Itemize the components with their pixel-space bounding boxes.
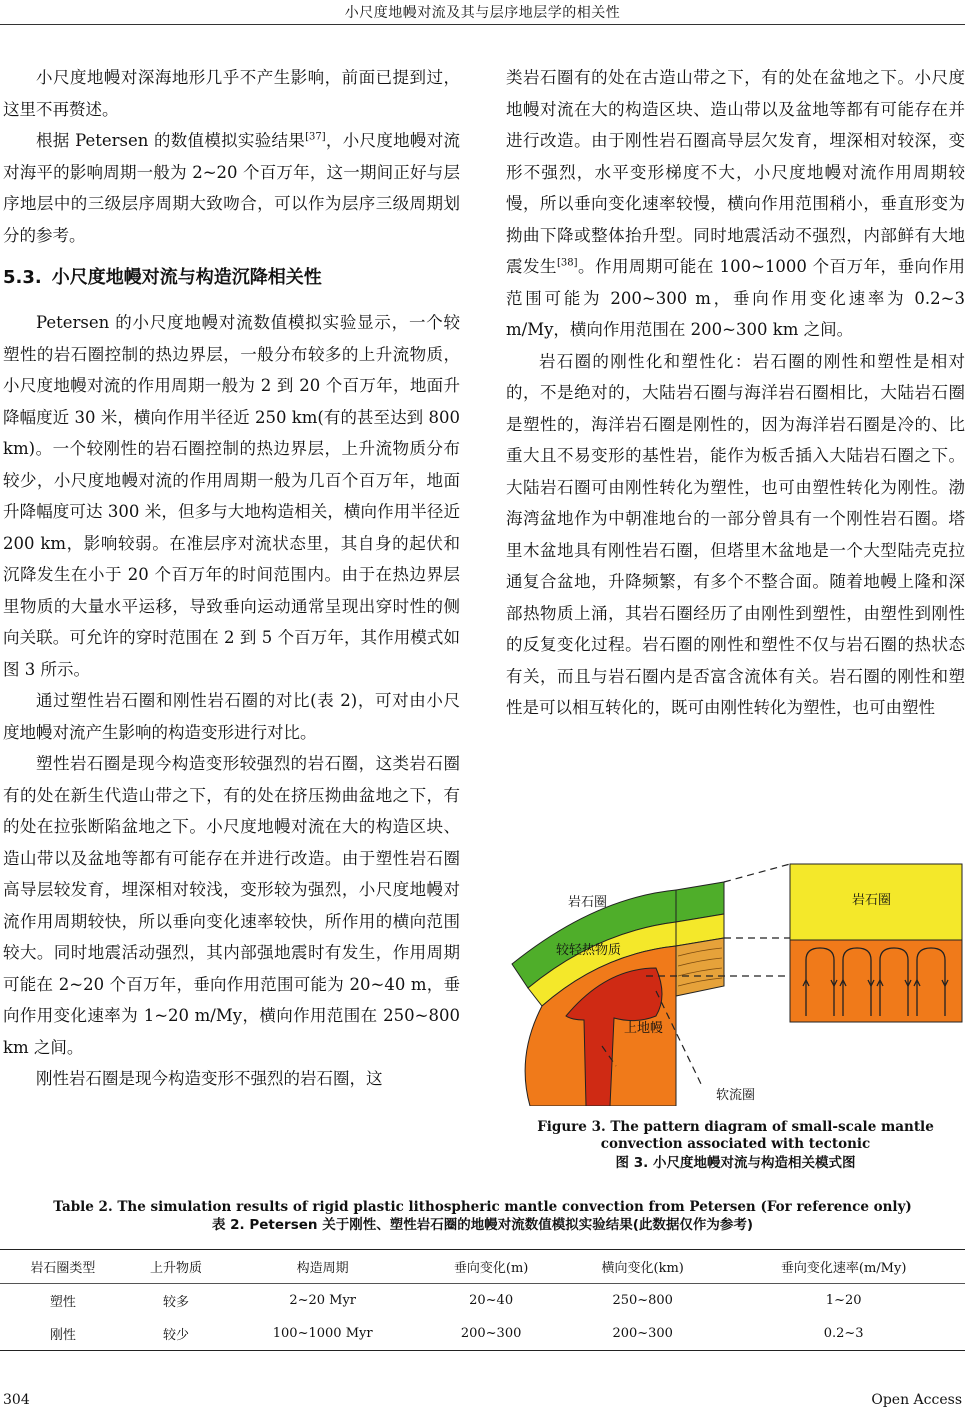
label-asthenosphere: 软流圈 [716, 1088, 756, 1103]
label-lithosphere-right: 岩石圈 [852, 893, 892, 908]
paragraph [506, 62, 965, 346]
label-lithosphere-left: 岩石圈 [568, 895, 608, 910]
table-cell: 2~20 Myr [289, 1293, 357, 1308]
citation-ref[interactable]: [38] [556, 257, 578, 269]
table-caption-en: Table 2. The simulation results of rigid plastic lithospheric mantle convection from Petersen (For reference only) [53, 1199, 912, 1215]
publisher-label: Open Access [871, 1392, 962, 1408]
header-rule [0, 24, 965, 25]
section-number: 5.3. [3, 267, 42, 288]
paragraph-text: 。作用周期可能在 100~1000 个百万年，垂向作用范围可能为 200~300 m，垂向作用变化速率为 0.2~3 m/My，横向作用范围在 200~300 km 之间。 [506, 257, 965, 339]
paragraph [3, 125, 460, 251]
results-table [0, 1249, 965, 1351]
section-heading [3, 265, 460, 291]
table-header-cell: 垂向变化速率(m/My) [780, 1261, 907, 1276]
paragraph: 塑性岩石圈是现今构造变形较强烈的岩石圈，这类岩石圈有的处在新生代造山带之下，有的处在挤压拗曲盆地之下，有的处在拉张断陷盆地之下。小尺度地幔对流在大的构造区块、造山带以及盆地等都有可能存在并进行改造。由于塑性岩石圈高导层较发育，埋深相对较浅，变形较为强烈，小尺度地幔对流作用周期较快，所以垂向变化速率较快，所作用的横向范围较大。同时地震活动强烈，其内部强地震时有发生，作用周期可能在 2~20 个百万年，垂向作用范围可能为 20~40 m，垂向作用变化速率为 1~20 m/My，横向作用范围在 250~800 km 之间。 [3, 754, 460, 1057]
table-header-row [0, 1250, 965, 1284]
table-caption-cn: 表 2. Petersen 关于刚性、塑性岩石圈的地幔对流数值模拟实验结果(此数据仅作为参考) [211, 1217, 754, 1233]
paragraph: 通过塑性岩石圈和刚性岩石圈的对比(表 2)，可对由小尺度地幔对流产生影响的构造变形进行对比。 [3, 691, 460, 742]
table-cell: 塑性 [49, 1295, 76, 1310]
paragraph-text: ，小尺度地幔对流对海平的影响周期一般为 2~20 个百万年，这一期间正好与层序地层中的三级层序周期大致吻合，可以作为层序三级周期划分的参考。 [3, 131, 461, 245]
table-caption [0, 1198, 965, 1234]
paragraph: 小尺度地幔对深海地形几乎不产生影响，前面已提到过，这里不再赘述。 [3, 68, 460, 119]
table-cell: 20~40 [469, 1293, 514, 1308]
convection-diagram [506, 856, 965, 1106]
zoom-mantle [790, 940, 962, 1022]
table-row [0, 1284, 965, 1318]
table-header-cell: 上升物质 [149, 1261, 202, 1276]
table-header-cell: 构造周期 [296, 1261, 349, 1276]
table-row [0, 1317, 965, 1351]
table-cell: 刚性 [49, 1328, 76, 1343]
label-upper-mantle: 上地幔 [624, 1021, 664, 1036]
figure-caption-en: Figure 3. The pattern diagram of small-scale mantle convection associated with tectonic [537, 1119, 934, 1152]
figure-caption [506, 1119, 965, 1172]
left-column [3, 62, 460, 1095]
table-cell: 0.2~3 [823, 1326, 864, 1341]
page-number: 304 [3, 1392, 30, 1408]
table-cell: 较多 [162, 1295, 189, 1310]
label-hot-material: 较轻热物质 [556, 943, 622, 958]
layered-side [676, 938, 724, 996]
section-title: 小尺度地幔对流与构造沉降相关性 [51, 267, 322, 288]
citation-ref[interactable]: [37] [305, 131, 326, 143]
paragraph: 刚性岩石圈是现今构造变形不强烈的岩石圈，这 [36, 1069, 383, 1088]
table-cell: 较少 [162, 1328, 189, 1343]
figure-3 [506, 856, 965, 1106]
figure-caption-cn: 图 3. 小尺度地幔对流与构造相关模式图 [615, 1155, 856, 1171]
table-cell: 1~20 [825, 1293, 862, 1308]
paragraph-text: 根据 Petersen 的数值模拟实验结果 [36, 131, 306, 150]
table-cell: 200~300 [460, 1326, 522, 1341]
table-cell: 200~300 [612, 1326, 673, 1341]
table-cell: 100~1000 Myr [272, 1326, 373, 1341]
table-cell: 250~800 [612, 1293, 673, 1308]
paragraph-text: 类岩石圈有的处在古造山带之下，有的处在盆地之下。小尺度地幔对流在大的构造区块、造山带以及盆地等都有可能存在并进行改造。由于刚性岩石圈高导层欠发育，埋深相对较深，变形不强烈，水平变形梯度不大，小尺度地幔对流作用周期较慢，所以垂向变化速率较慢，横向作用范围稍小，垂直形变为拗曲下降或整体抬升型。同时地震活动不强烈，内部鲜有大地震发生 [506, 68, 965, 276]
table-header-cell: 垂向变化(m) [453, 1261, 529, 1276]
paragraph: 岩石圈的刚性化和塑性化：岩石圈的刚性和塑性是相对的，不是绝对的，大陆岩石圈与海洋岩石圈相比，大陆岩石圈是塑性的，海洋岩石圈是刚性的，因为海洋岩石圈是冷的、比重大且不易变形的基性岩，能作为板舌插入大陆岩石圈之下。大陆岩石圈可由刚性转化为塑性，也可由塑性转化为刚性。渤海湾盆地作为中朝准地台的一部分曾具有一个刚性岩石圈。塔里木盆地具有刚性岩石圈，但塔里木盆地是一个大型陆壳克拉通复合盆地，升降频繁，有多个不整合面。随着地幔上隆和深部热物质上涌，其岩石圈经历了由刚性到塑性，由塑性到刚性的反复变化过程。岩石圈的刚性和塑性不仅与岩石圈的热状态有关，而且与岩石圈内是否富含流体有关。岩石圈的刚性和塑性是可以相互转化的，既可由刚性转化为塑性，也可由塑性 [506, 351, 965, 717]
paragraph: Petersen 的小尺度地幔对流数值模拟实验显示，一个较塑性的岩石圈控制的热边界层，一般分布较多的上升流物质，小尺度地幔对流的作用周期一般为 2 到 20 个百万年，地面升降幅度近 30 米，横向作用半径近 250 km(有的甚至达到 800 km)。一个较刚性的岩石圈控制的热边界层，上升流物质分布较少，小尺度地幔对流的作用周期一般为几百个百万年，地面升降幅度可达 300 米，但多与大地构造相关，横向作用半径近 200 km，影响较弱。在准层序对流状态里，其自身的起伏和沉降发生在小于 20 个百万年的时间范围内。由于在热边界层里物质的大量水平运移，导致垂向运动通常呈现出穿时性的侧向关联。可允许的穿时范围在 2 到 5 个百万年，其作用模式如图 3 所示。 [3, 313, 460, 679]
right-column [506, 62, 965, 724]
table-header-cell: 岩石圈类型 [30, 1261, 96, 1276]
running-head: 小尺度地幔对流及其与层序地层学的相关性 [344, 5, 621, 21]
table-header-cell: 横向变化(km) [601, 1261, 684, 1276]
